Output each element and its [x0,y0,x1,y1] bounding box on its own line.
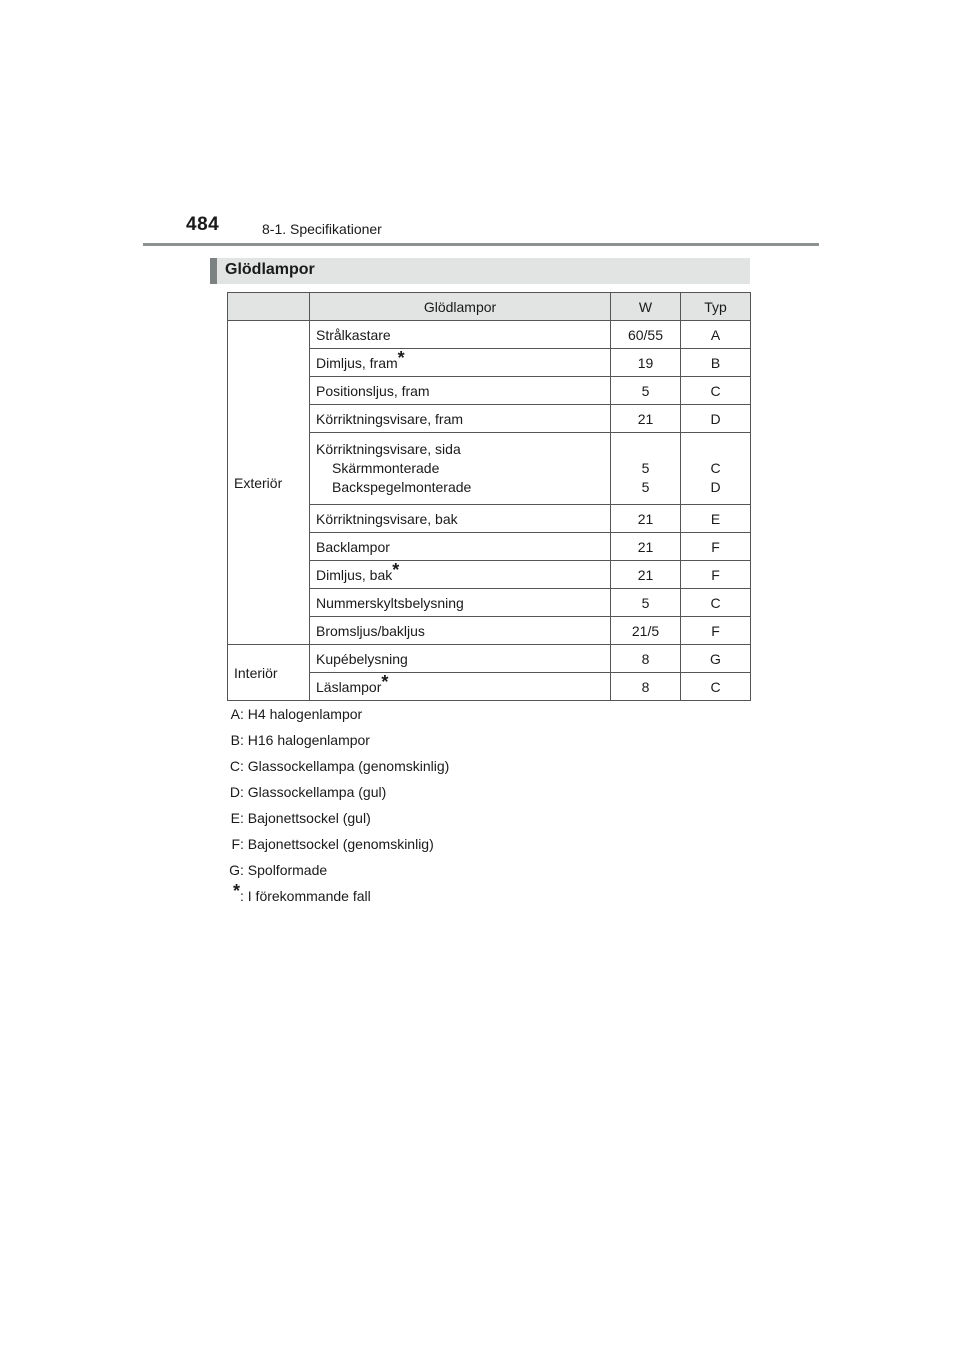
bulb-type: C [681,673,751,701]
legend-item: D : Glassockellampa (gul) [210,784,449,810]
bulb-watt: 8 [611,673,681,701]
legend-item: F : Bajonettsockel (genomskinlig) [210,836,449,862]
legend-key: G [229,862,240,878]
bulb-name: Dimljus, bak [316,566,393,583]
legend-text: Spolformade [247,862,328,878]
bulb-type: F [681,617,751,645]
legend-text: Bajonettsockel (gul) [247,810,371,826]
bulb-name: Positionsljus, fram [310,377,611,405]
legend-text: H16 halogenlampor [247,732,370,748]
bulb-name: Bromsljus/bakljus [310,617,611,645]
legend-key: B [230,732,240,748]
bulb-watt: 21 [611,405,681,433]
bulb-watt: 21/5 [611,617,681,645]
bulb-watt: 21 [611,505,681,533]
bulb-type: F [681,533,751,561]
section-title: 8-1. Specifikationer [262,221,382,237]
section-heading-bar [210,258,750,284]
legend-item: E : Bajonettsockel (gul) [210,810,449,836]
legend-text: I förekommande fall [247,888,371,904]
bulb-type: C [681,377,751,405]
legend-key: A [230,706,240,722]
bulb-subname: Backspegelmonterade [332,479,472,495]
table-header-row [228,293,751,321]
bulb-watt: 5 [641,460,650,476]
table-row [228,645,751,673]
table-row [228,321,751,349]
bulb-watt: 8 [611,645,681,673]
bulb-watt: 19 [611,349,681,377]
bulb-name: Dimljus, fram [316,354,398,371]
legend-item: G : Spolformade [210,862,449,888]
bulb-name: Nummerskyltsbelysning [310,589,611,617]
bulb-watt: 5 [611,589,681,617]
legend-item: * : I förekommande fall [210,888,449,914]
bulb-watt: 5 [641,479,650,495]
column-header: Glödlampor [310,293,611,321]
group-label-interior: Interiör [228,645,310,701]
footnote-star: * [381,671,389,692]
column-header: Typ [681,293,751,321]
bulb-type: F [681,561,751,589]
bulb-name: Strålkastare [310,321,611,349]
legend-item: B : H16 halogenlampor [210,732,449,758]
bulb-subname: Skärmmonterade [332,460,440,476]
bulb-watt: 5 [611,377,681,405]
bulb-type: B [681,349,751,377]
legend-key: C [229,758,240,774]
header-divider [143,243,819,246]
bulb-name-cell [310,433,611,505]
bulb-name-cell [310,673,611,701]
legend-key: D [229,784,240,800]
legend-item: A : H4 halogenlampor [210,706,449,732]
bulb-type: A [681,321,751,349]
bulb-type: G [681,645,751,673]
bulb-type: D [681,405,751,433]
bulb-name-cell [310,561,611,589]
page-number: 484 [186,214,220,235]
footnote-star: * [397,347,405,368]
bulb-watt-cell [611,433,681,505]
bulb-name: Backlampor [310,533,611,561]
bulb-name: Körriktningsvisare, fram [310,405,611,433]
bulb-watt: 60/55 [611,321,681,349]
type-legend [210,706,449,914]
bulb-type-cell [681,433,751,505]
bulb-name-cell [310,349,611,377]
bulb-name: Körriktningsvisare, bak [310,505,611,533]
section-heading: Glödlampor [225,261,315,278]
footnote-star: * [392,559,400,580]
bulb-name: Läslampor [316,678,382,695]
bulb-table [227,292,751,701]
bulb-name: Kupébelysning [310,645,611,673]
bulb-type: D [710,479,721,495]
legend-text: H4 halogenlampor [247,706,363,722]
legend-key-star: * [232,881,240,901]
legend-text: Glassockellampa (gul) [247,784,387,800]
legend-key: F [231,836,240,852]
bulb-watt: 21 [611,561,681,589]
bulb-name: Körriktningsvisare, sida [316,441,461,457]
bulb-type: C [681,589,751,617]
bulb-watt: 21 [611,533,681,561]
legend-key: E [230,810,240,826]
legend-text: Bajonettsockel (genomskinlig) [247,836,434,852]
column-header: W [611,293,681,321]
group-label-exterior: Exteriör [228,321,310,645]
bulb-type: C [710,460,721,476]
legend-text: Glassockellampa (genomskinlig) [247,758,450,774]
legend-item: C : Glassockellampa (genomskinlig) [210,758,449,784]
header-blank-cell [228,293,310,321]
bulb-type: E [681,505,751,533]
